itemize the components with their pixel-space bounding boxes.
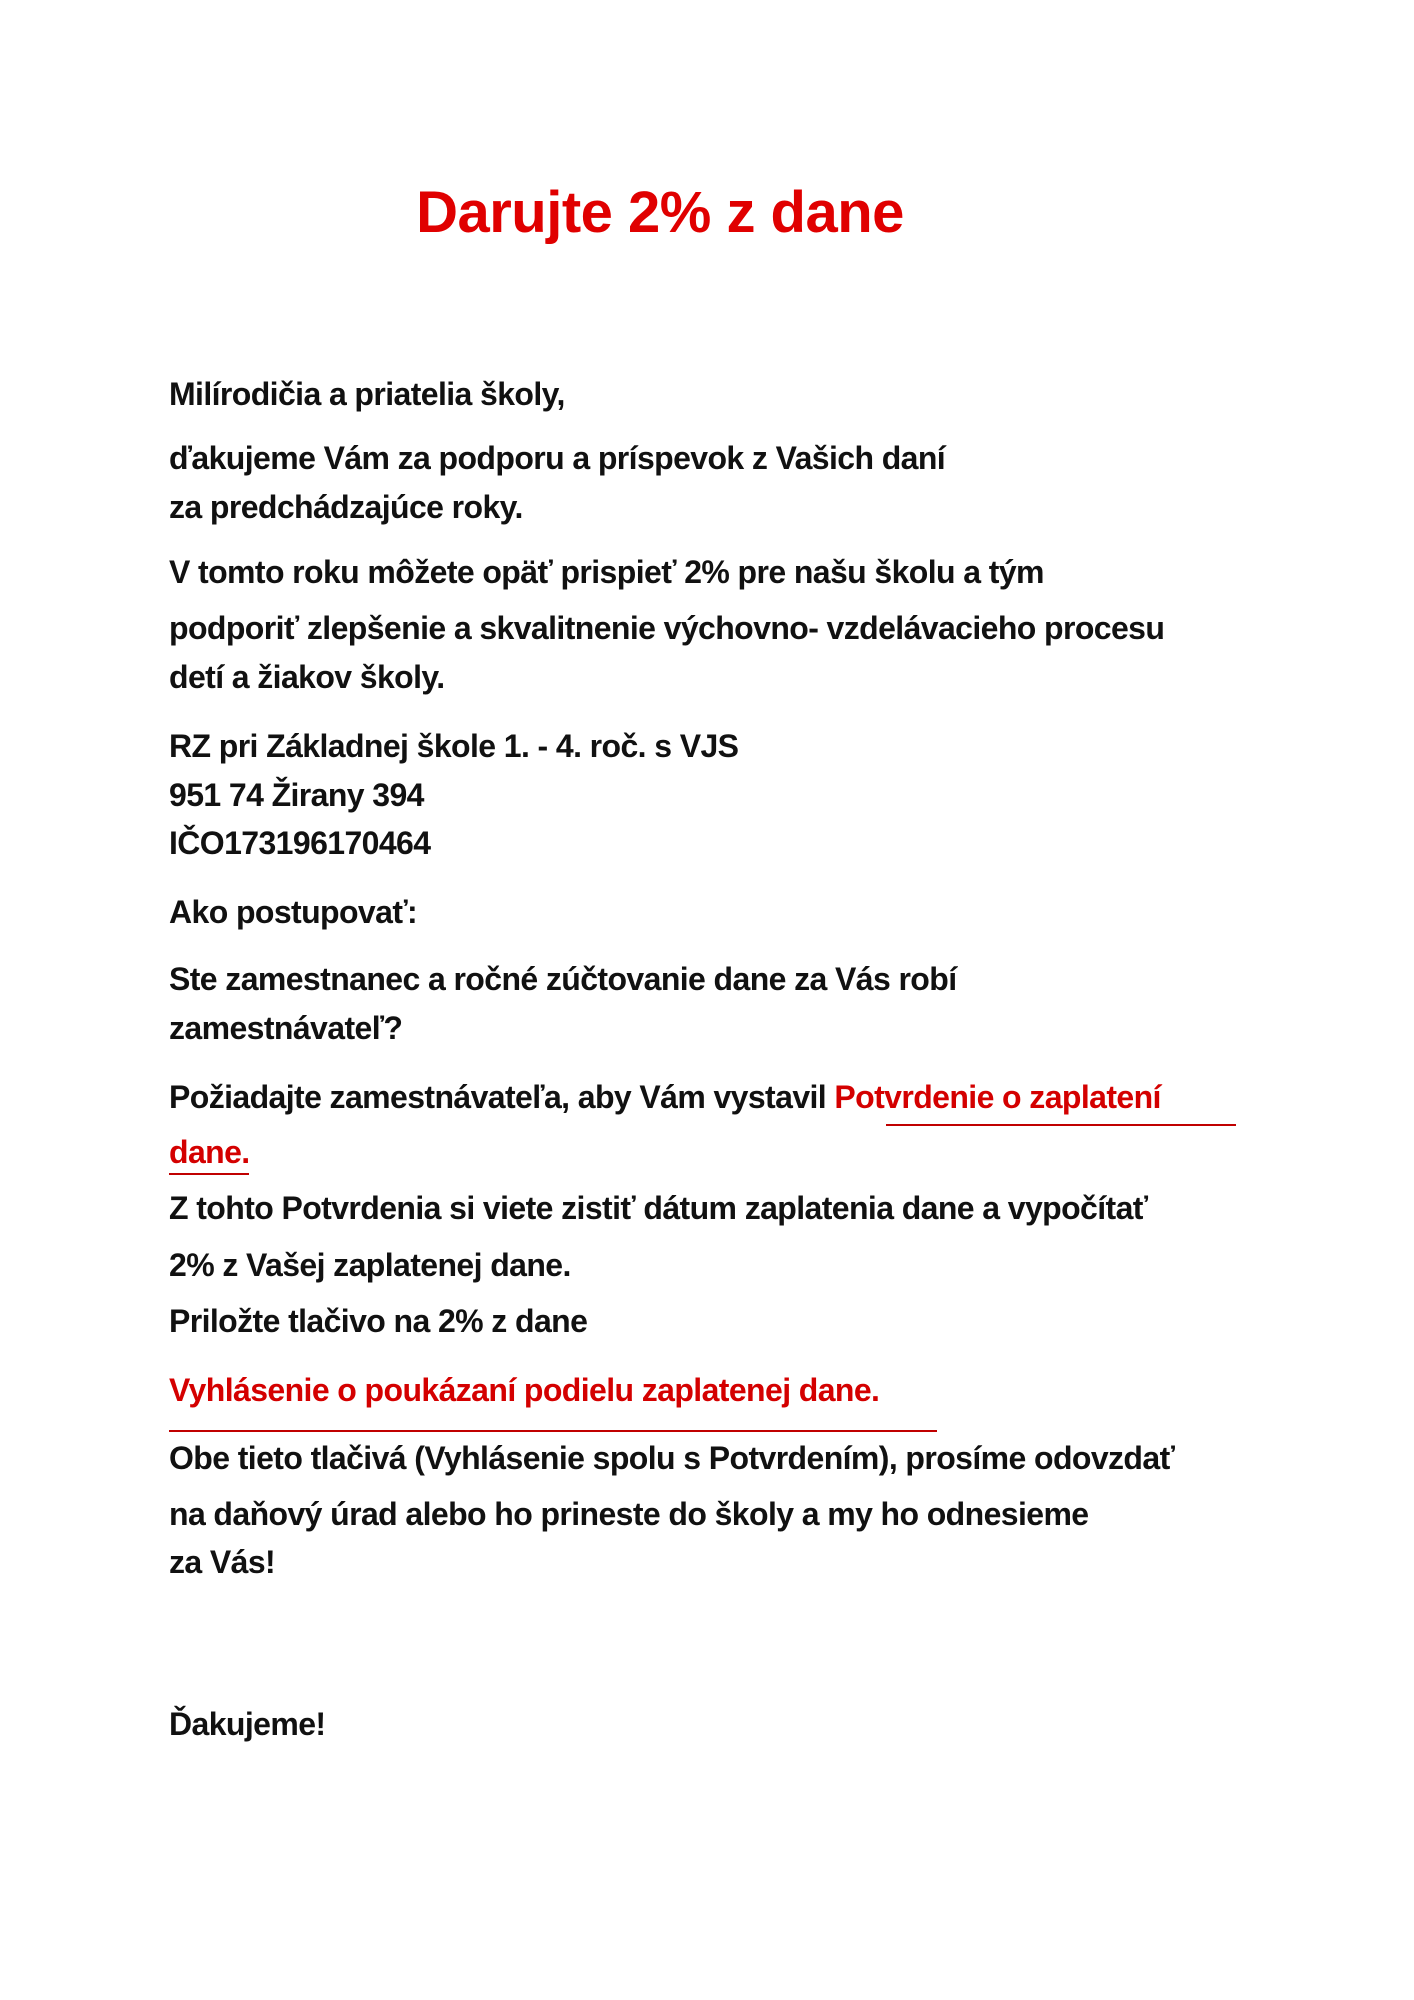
calc-line-2: 2% z Vašej zaplatenej dane.: [169, 1247, 571, 1283]
submit-line-1: Obe tieto tlačivá (Vyhlásenie spolu s Potvrdením), prosíme odovzdať: [169, 1440, 1175, 1476]
question-line-2: zamestnávateľ?: [169, 1010, 403, 1046]
greeting: Milírodičia a priatelia školy,: [169, 376, 565, 412]
confirmation-link[interactable]: Potvrdenie o zaplatení: [834, 1079, 1161, 1115]
appeal-line-1: V tomto roku môžete opäť prispieť 2% pre našu školu a tým: [169, 554, 1044, 590]
organization-address: 951 74 Žirany 394: [169, 777, 424, 813]
closing: Ďakujeme!: [169, 1706, 326, 1742]
declaration-form-link[interactable]: Vyhlásenie o poukázaní podielu zaplatenej dane.: [169, 1372, 880, 1408]
howto-heading: Ako postupovať:: [169, 894, 418, 930]
request-line: [169, 1077, 1161, 1117]
confirmation-link-underline-2: [169, 1173, 249, 1175]
calc-line-1: Z tohto Potvrdenia si viete zistiť dátum zaplatenia dane a vypočítať: [169, 1190, 1148, 1226]
question-line-1: Ste zamestnanec a ročné zúčtovanie dane za Vás robí: [169, 961, 957, 997]
confirmation-link-continued[interactable]: dane.: [169, 1134, 250, 1170]
organization-name: RZ pri Základnej škole 1. - 4. roč. s VJS: [169, 728, 739, 764]
declaration-form-underline: [169, 1430, 937, 1432]
confirmation-link-underline: [886, 1124, 1236, 1126]
appeal-line-3: detí a žiakov školy.: [169, 659, 445, 695]
organization-id: IČO173196170464: [169, 825, 431, 861]
document-title: Darujte 2% z dane: [416, 180, 904, 245]
request-text: Požiadajte zamestnávateľa, aby Vám vystavil: [169, 1079, 835, 1115]
thanks-line-1: ďakujeme Vám za podporu a príspevok z Vašich daní: [169, 440, 946, 476]
thanks-line-2: za predchádzajúce roky.: [169, 489, 523, 525]
submit-line-2: na daňový úrad alebo ho prineste do školy a my ho odnesieme: [169, 1496, 1089, 1532]
appeal-line-2: podporiť zlepšenie a skvalitnenie výchovno- vzdelávacieho procesu: [169, 610, 1165, 646]
attach-line: Priložte tlačivo na 2% z dane: [169, 1303, 588, 1339]
submit-line-3: za Vás!: [169, 1544, 276, 1580]
